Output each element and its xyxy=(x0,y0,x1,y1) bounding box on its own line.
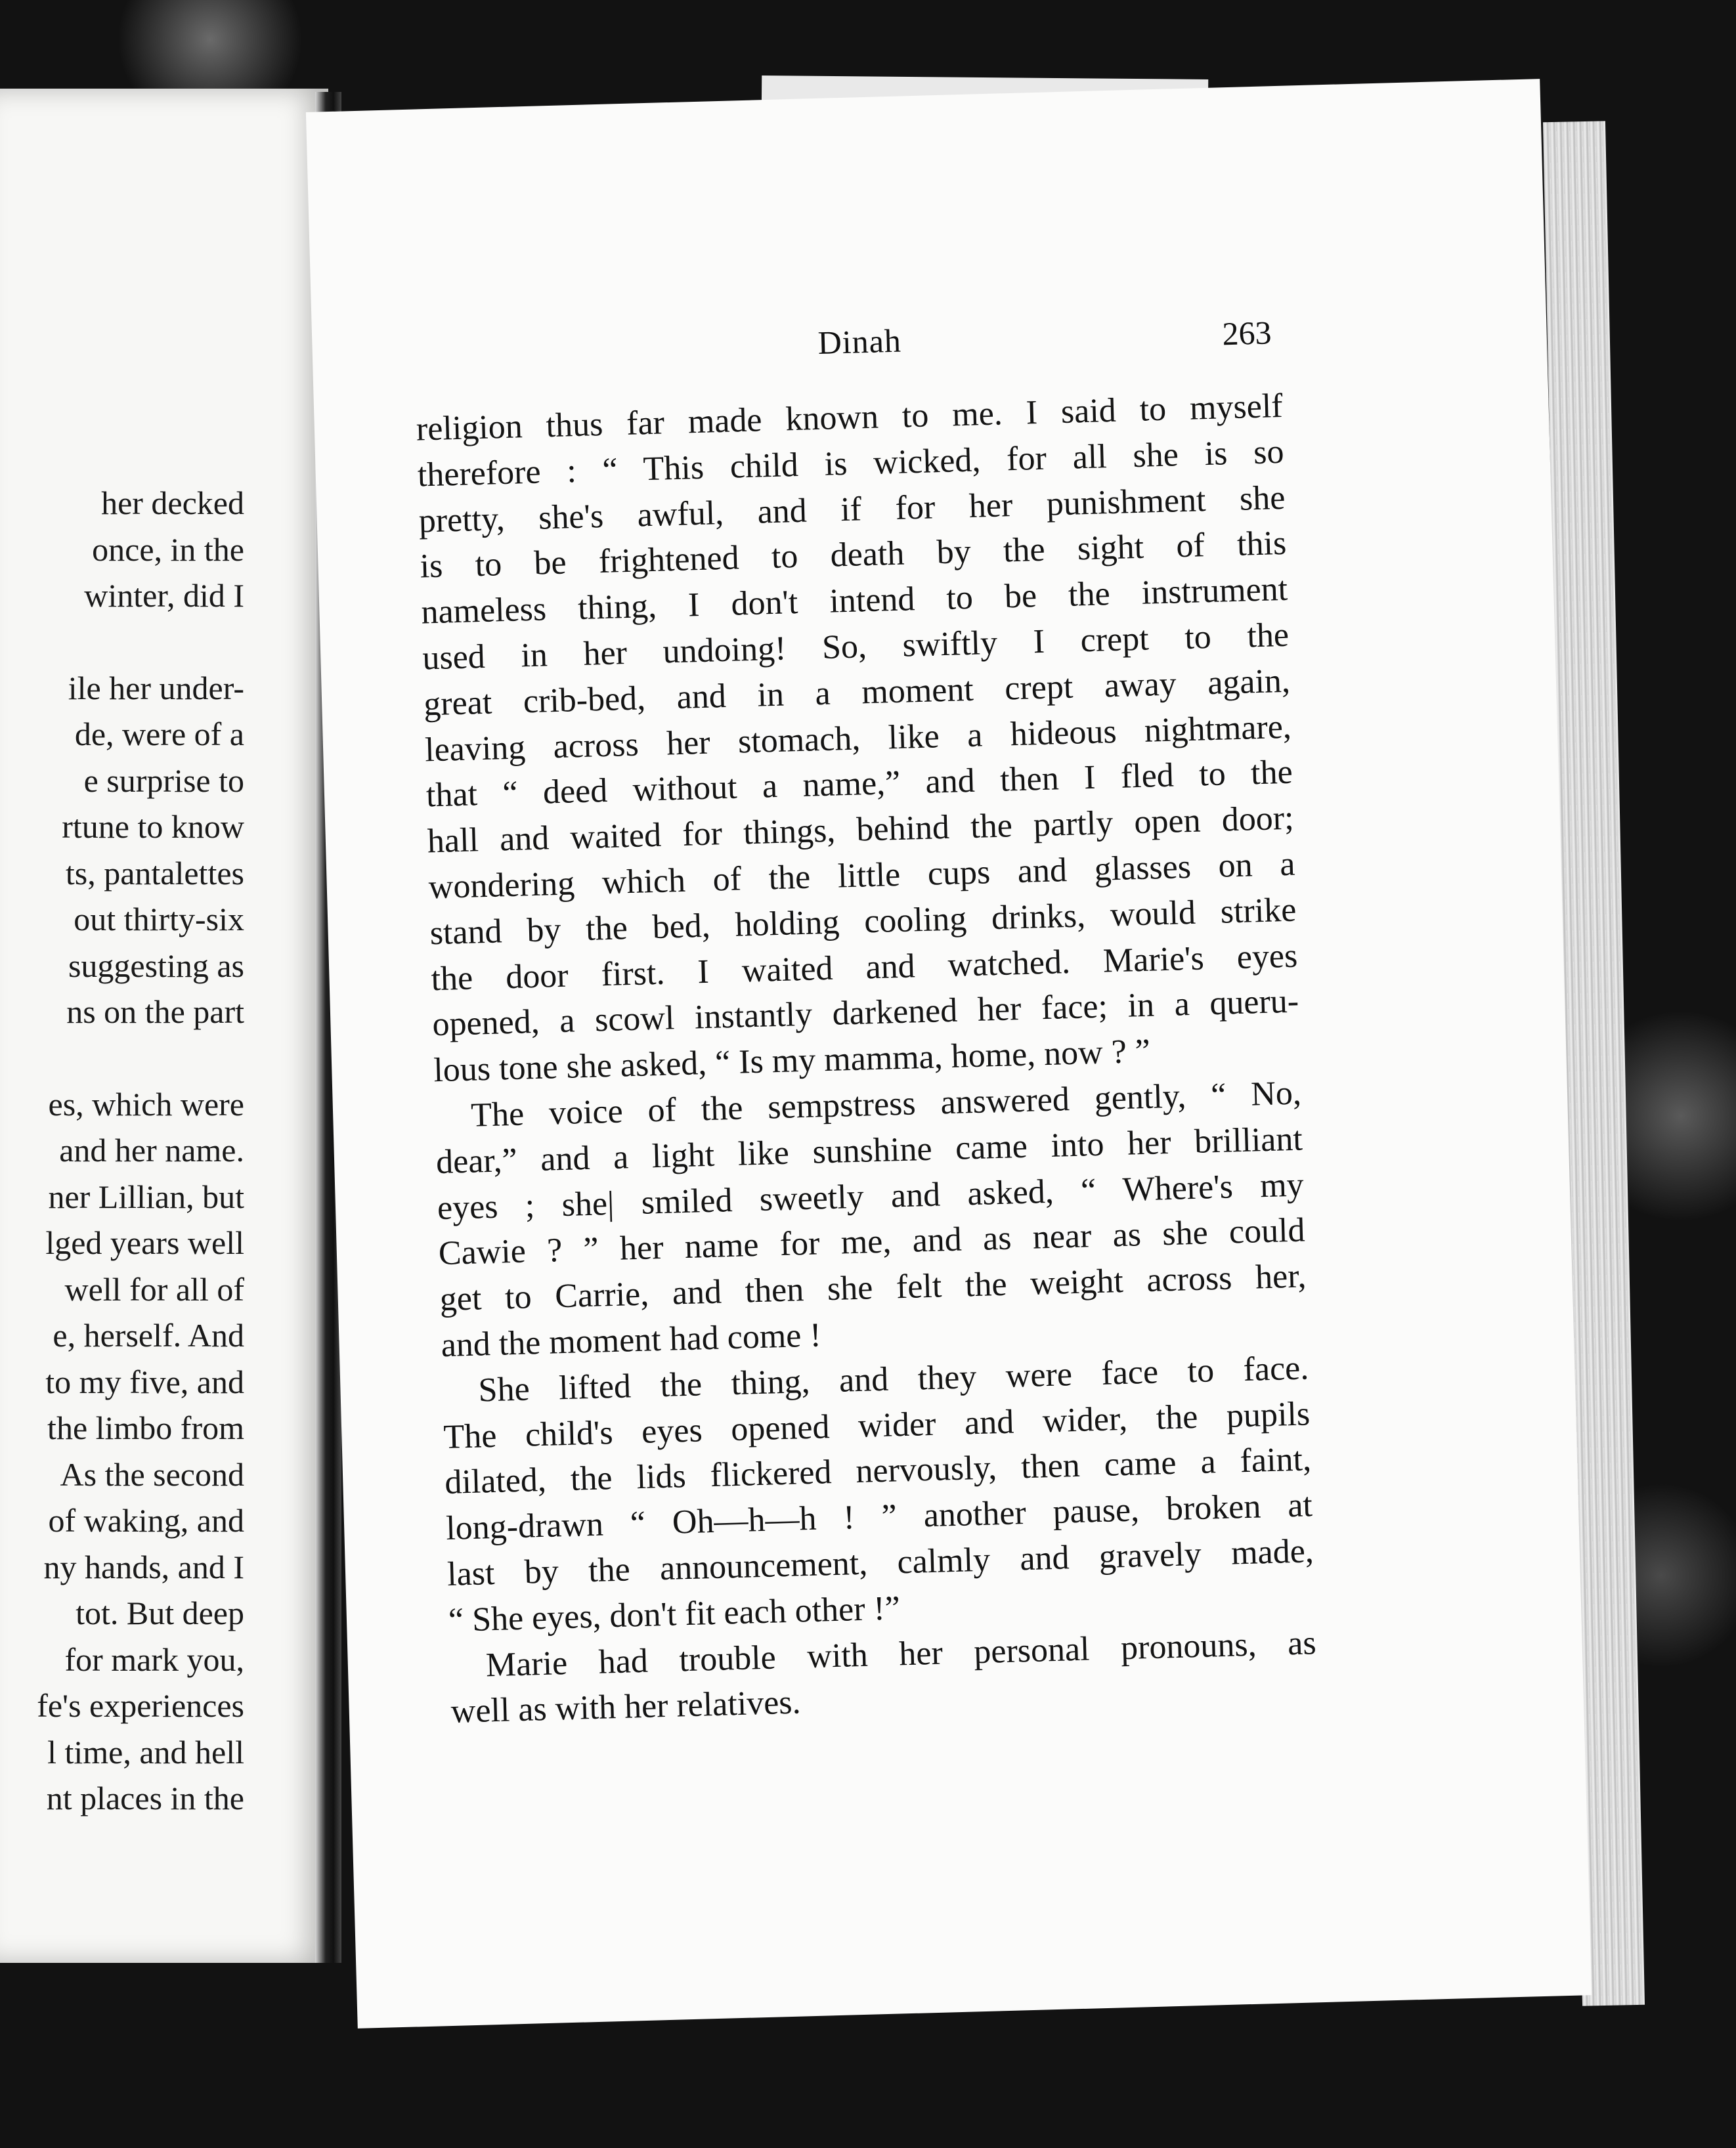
text-line: tot. But deep xyxy=(76,1595,244,1631)
right-page xyxy=(306,79,1592,2029)
text-line: leaving across her stomach, like a hideous nightmare, xyxy=(424,708,1292,769)
text-line: stand by the bed, holding cooling drinks, would strike xyxy=(429,891,1297,953)
text-line: ner Lillian, but xyxy=(48,1178,244,1215)
text-line: ile her under- xyxy=(68,669,244,706)
text-line: hall and waited for things, behind the partly open door; xyxy=(427,799,1295,861)
text-line: and the moment had come ! xyxy=(440,1316,822,1365)
text-line: l time, and hell xyxy=(47,1733,244,1771)
text-line: opened, a scowl instantly darkened her face; in a queru- xyxy=(431,982,1299,1044)
text-line: e surprise to xyxy=(83,762,244,799)
text-line: used in her undoing! So, swiftly I crept to the xyxy=(422,616,1290,677)
text-line: get to Carrie, and then she felt the weight across her, xyxy=(439,1257,1307,1319)
text-line: winter, did I xyxy=(84,577,244,614)
text-line: dilated, the lids flickered nervously, then came a faint, xyxy=(444,1440,1312,1502)
text-line: therefore : “ This child is wicked, for all she is so xyxy=(417,433,1285,494)
text-line: religion thus far made known to me. I said to myself xyxy=(416,387,1284,448)
text-line: well for all of xyxy=(64,1270,244,1308)
text-line: e, herself. And xyxy=(53,1317,244,1354)
text-line: ts, pantalettes xyxy=(65,854,244,891)
text-line: Marie had trouble with her personal pronouns, as xyxy=(485,1623,1317,1684)
body-text xyxy=(416,383,1318,1735)
paragraph-gap xyxy=(0,1035,244,1081)
text-line: ns on the part xyxy=(66,993,244,1030)
text-line: suggesting as xyxy=(68,947,244,984)
text-line: de, were of a xyxy=(74,716,244,752)
text-line: great crib-bed, and in a moment crept away again, xyxy=(423,662,1291,723)
text-line: to my five, and xyxy=(45,1363,244,1400)
text-line: the door first. I waited and watched. Marie's eyes xyxy=(430,937,1298,998)
text-line: her decked xyxy=(101,484,244,521)
text-line: The voice of the sempstress answered gently, “ No, xyxy=(470,1074,1302,1134)
text-line: once, in the xyxy=(92,530,244,568)
left-page-text xyxy=(0,480,244,1822)
text-line: long-drawn “ Oh—h—h ! ” another pause, broken at xyxy=(445,1486,1313,1548)
text-line: out thirty-six xyxy=(74,901,244,937)
text-line: for mark you, xyxy=(64,1641,244,1678)
text-line: dear,” and a light like sunshine came into her brilliant xyxy=(435,1120,1303,1181)
text-line: fe's experiences xyxy=(37,1687,244,1724)
text-line: the limbo from xyxy=(47,1409,244,1446)
text-line: The child's eyes opened wider and wider, the pupils xyxy=(443,1394,1311,1456)
text-line: As the second xyxy=(60,1455,244,1493)
text-line: nameless thing, I don't intend to be the instrument xyxy=(420,570,1288,632)
text-line: wondering which of the little cups and glasses on a xyxy=(428,845,1296,907)
paragraph-gap xyxy=(0,619,244,665)
running-head: Dinah xyxy=(817,322,902,361)
page-number: 263 xyxy=(1221,314,1272,353)
text-line: es, which were xyxy=(48,1085,244,1123)
text-line: pretty, she's awful, and if for her punishment she xyxy=(418,479,1286,540)
text-line: of waking, and xyxy=(48,1502,244,1539)
text-line: Cawie ? ” her name for me, and as near as she could xyxy=(438,1211,1306,1273)
text-line: eyes ; she| smiled sweetly and asked, “ Where's my xyxy=(437,1166,1305,1227)
text-line: is to be frightened to death by the sight of this xyxy=(419,525,1287,586)
text-line: that “ deed without a name,” and then I fled to the xyxy=(425,754,1293,815)
text-line: “ She eyes, don't fit each other !” xyxy=(448,1589,901,1639)
text-line: last by the announcement, calmly and gravely made, xyxy=(446,1532,1314,1593)
text-line: well as with her relatives. xyxy=(450,1683,802,1731)
text-line: and her name. xyxy=(59,1132,244,1169)
left-page xyxy=(0,89,328,1963)
text-line: nt places in the xyxy=(46,1780,244,1816)
text-line: lous tone she asked, “ Is my mamma, home, now ? ” xyxy=(433,1032,1151,1090)
text-line: She lifted the thing, and they were face to face. xyxy=(477,1349,1309,1409)
text-line: lged years well xyxy=(45,1224,244,1261)
text-line: rtune to know xyxy=(62,808,244,845)
text-line: ny hands, and I xyxy=(43,1548,244,1585)
